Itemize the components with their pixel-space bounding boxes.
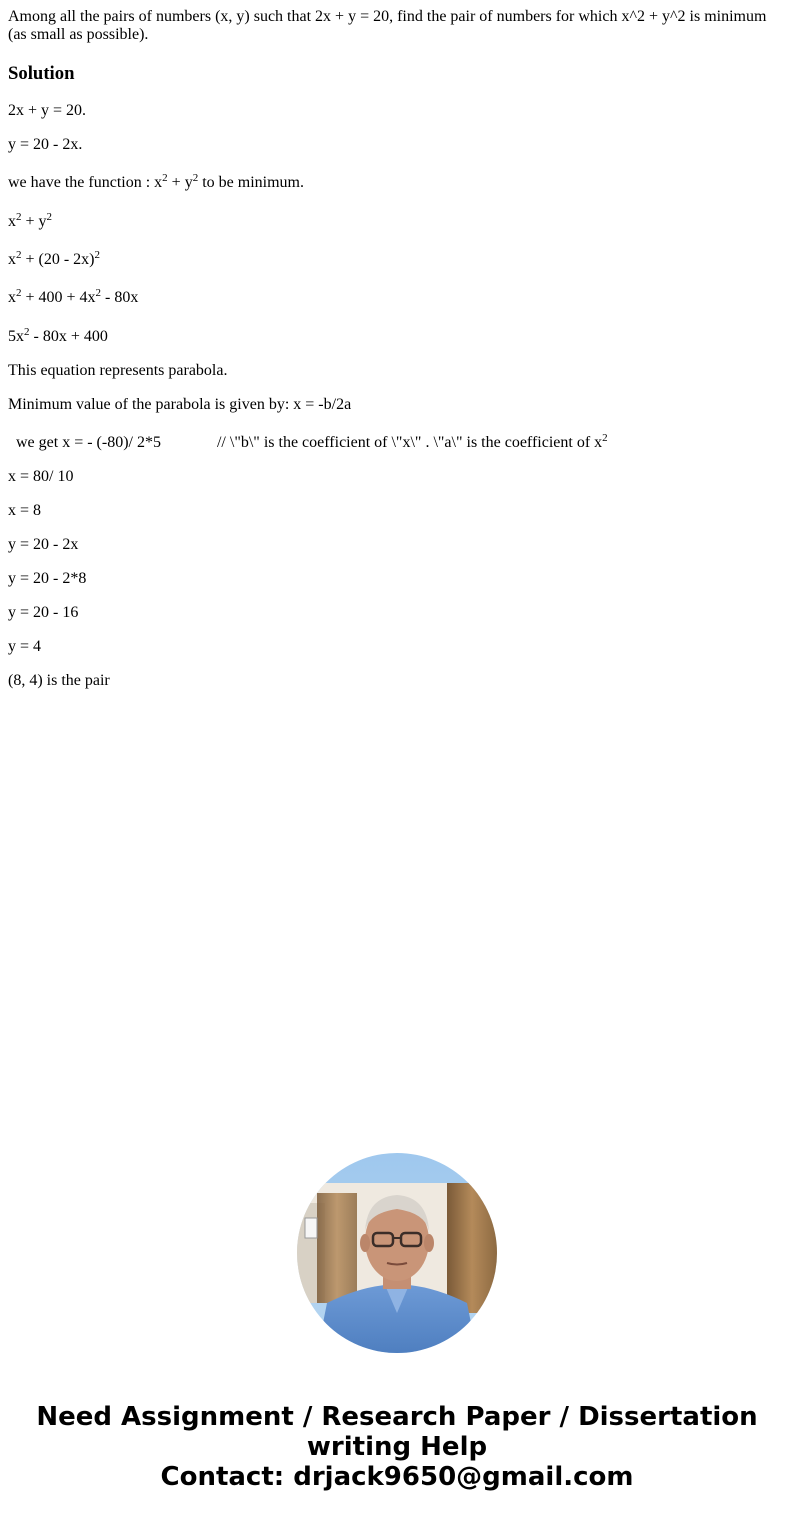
contact-banner xyxy=(0,1402,794,1492)
step-line: $x^2 + y^2$ xyxy=(8,211,53,230)
question-text: Among all the pairs of numbers (x, y) such that 2x + y = 20, find the pair of numbers for which x^2 + y^2 is minimum (as small as possible). xyxy=(8,8,767,43)
step-line: $5x^2 - 80x + 400$ xyxy=(8,326,108,345)
banner-line: Need Assignment / Research Paper / Dissertation xyxy=(36,1402,758,1432)
step-line: y = 20 - 2*8 xyxy=(8,570,87,587)
solution-heading: Solution xyxy=(8,63,75,84)
contact-email: Contact: drjack9650@gmail.com xyxy=(160,1462,634,1492)
step-line: $x^2 + (20 - 2x)^2$ xyxy=(8,249,101,268)
step-line: we have the function : $x^2 + y^2$ to be minimum. xyxy=(8,172,304,191)
step-line: x = 8 xyxy=(8,502,42,519)
step-line: $x^2 + 400 + 4x^2 - 80x$ xyxy=(8,287,139,306)
step-line: This equation represents parabola. xyxy=(8,362,228,379)
step-line: y = 20 - 2x xyxy=(8,536,79,553)
step-line: Minimum value of the parabola is given by: x = -b/2a xyxy=(8,396,352,413)
step-line: (8, 4) is the pair xyxy=(8,672,110,689)
step-line: y = 20 - 16 xyxy=(8,604,79,621)
banner-line: writing Help xyxy=(306,1432,488,1462)
step-line: x = 80/ 10 xyxy=(8,468,74,485)
author-portrait-image xyxy=(297,1153,497,1353)
step-line: 2x + y = 20. xyxy=(8,102,87,119)
step-line: we get x = - (-80)/ 2*5 // \"b\" is the coefficient of \"x\" . \"a\" is the coefficient of $x^2$ xyxy=(8,432,608,451)
author-avatar xyxy=(297,1153,497,1353)
step-line: y = 20 - 2x. xyxy=(8,136,83,153)
step-line: y = 4 xyxy=(8,638,42,655)
